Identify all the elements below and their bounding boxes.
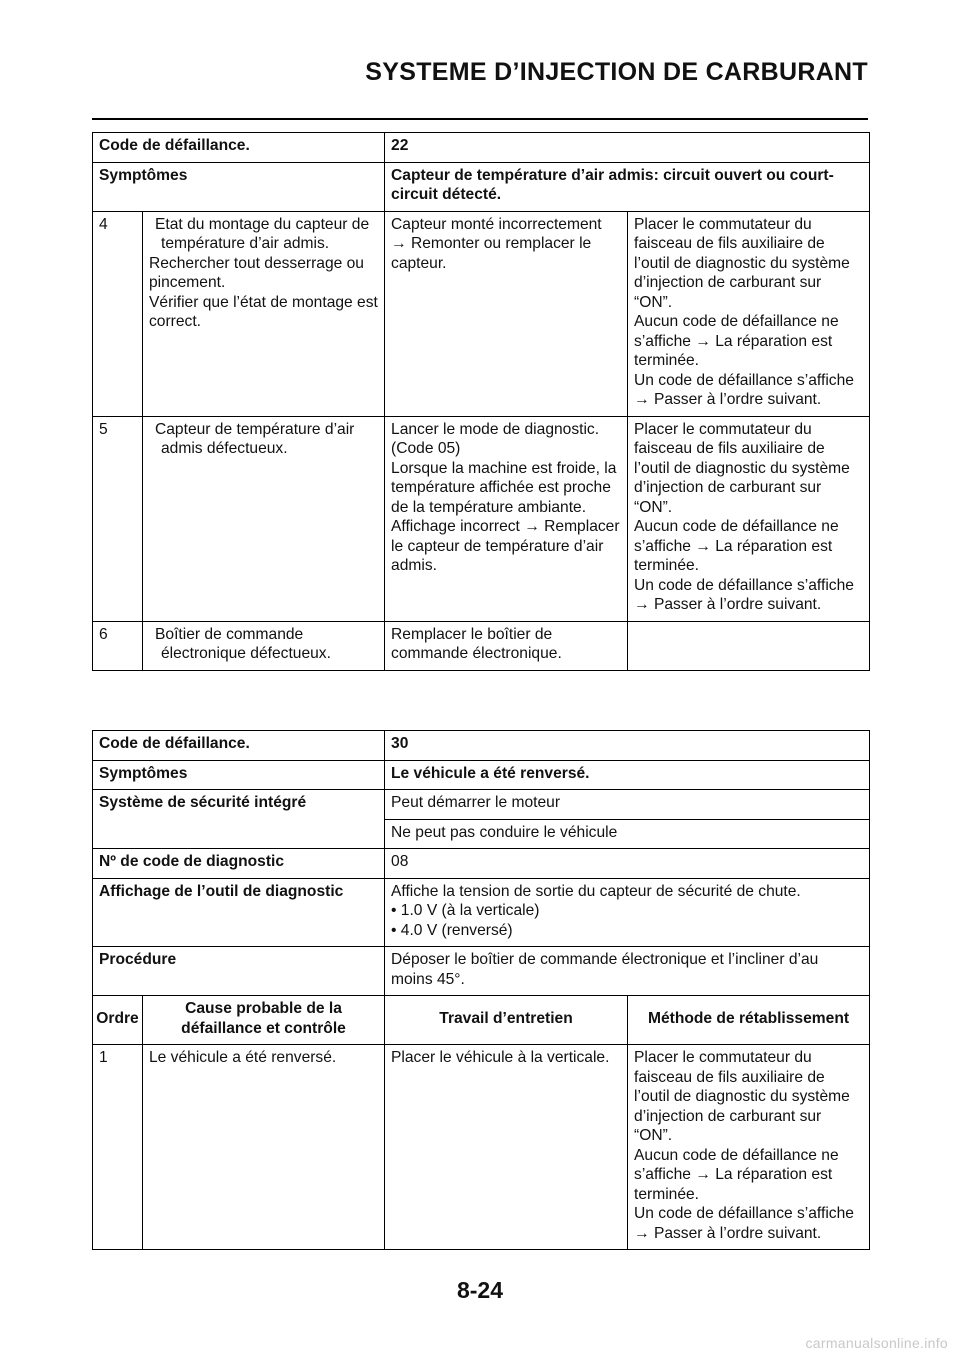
symptoms-label: Symptômes	[93, 760, 385, 790]
display-line: • 4.0 V (renversé)	[391, 921, 513, 939]
display-label: Affichage de l’outil de diagnostic	[93, 878, 385, 947]
method-line: Aucun code de défaillance ne s’affiche → La réparation est terminée.	[634, 1146, 839, 1203]
procedure-row	[93, 947, 870, 996]
order-cell: 5	[93, 416, 143, 621]
table-row	[93, 416, 870, 621]
work-line: Lancer le mode de diagnostic. (Code 05)	[391, 420, 600, 457]
cause-cell	[143, 211, 385, 416]
page-number: 8-24	[456, 1277, 504, 1303]
method-line: Aucun code de défaillance ne s’affiche → La réparation est terminée.	[634, 313, 839, 369]
symptoms-value: Capteur de température d’air admis: circuit ouvert ou court-circuit détecté.	[385, 162, 870, 211]
symptoms-row	[93, 760, 870, 790]
work-cell	[385, 1045, 628, 1250]
cause-line: Vérifier que l’état de montage est correct.	[149, 293, 378, 330]
cause-cell	[143, 621, 385, 670]
safety-label: Système de sécurité intégré	[93, 790, 385, 849]
work-line: Placer le véhicule à la verticale.	[391, 1049, 610, 1066]
diag-code-value: 08	[385, 849, 870, 879]
code-row	[93, 731, 870, 761]
diag-code-label: Nº de code de diagnostic	[93, 849, 385, 879]
cause-line: Etat du montage du capteur de température d’air admis.	[155, 215, 370, 252]
method-line: Un code de défaillance s’affiche → Passer à l’ordre suivant.	[634, 576, 854, 613]
work-line: Remplacer le boîtier de commande électronique.	[391, 625, 562, 662]
method-cell	[628, 1045, 870, 1250]
display-line: Affiche la tension de sortie du capteur de sécurité de chute.	[391, 882, 801, 900]
col-header-method: Méthode de rétablissement	[628, 996, 870, 1045]
work-line: Capteur monté incorrectement → Remonter ou remplacer le capteur.	[391, 215, 602, 272]
method-cell	[628, 416, 870, 621]
fault-table-22	[92, 132, 870, 671]
symptoms-row	[93, 162, 870, 211]
method-cell	[628, 621, 870, 670]
order-cell: 6	[93, 621, 143, 670]
code-label: Code de défaillance.	[93, 731, 385, 761]
work-cell	[385, 621, 628, 670]
method-line: Un code de défaillance s’affiche → Passer à l’ordre suivant.	[634, 371, 854, 408]
fault-table-30	[92, 730, 870, 1250]
order-cell: 1	[93, 1045, 143, 1250]
work-cell	[385, 416, 628, 621]
col-header-work: Travail d’entretien	[385, 996, 628, 1045]
diag-code-row	[93, 849, 870, 879]
cause-line: Boîtier de commande électronique défectueux.	[155, 625, 331, 662]
symptoms-label: Symptômes	[93, 162, 385, 211]
work-line: Lorsque la machine est froide, la température affichée est proche de la température ambiante.	[391, 459, 617, 516]
safety-value: Peut démarrer le moteur	[385, 790, 870, 820]
method-line: Placer le commutateur du faisceau de fils auxiliaire de l’outil de diagnostic du système d’injection de carburant sur “ON”.	[634, 215, 850, 311]
method-line: Un code de défaillance s’affiche → Passer à l’ordre suivant.	[634, 1205, 854, 1242]
cause-line: Rechercher tout desserrage ou pincement.	[149, 254, 364, 291]
col-header-cause: Cause probable de la défaillance et contrôle	[143, 996, 385, 1045]
code-row	[93, 133, 870, 163]
code-value: 30	[385, 731, 870, 761]
method-cell	[628, 211, 870, 416]
cause-line: Le véhicule a été renversé.	[149, 1049, 337, 1066]
display-line: • 1.0 V (à la verticale)	[391, 902, 540, 919]
cause-cell	[143, 416, 385, 621]
procedure-value: Déposer le boîtier de commande électronique et l’incliner d’au moins 45°.	[385, 947, 870, 996]
code-label: Code de défaillance.	[93, 133, 385, 163]
procedure-label: Procédure	[93, 947, 385, 996]
column-header-row	[93, 996, 870, 1045]
work-line: Affichage incorrect → Remplacer le capteur de température d’air admis.	[391, 518, 620, 574]
cause-cell	[143, 1045, 385, 1250]
method-line: Aucun code de défaillance ne s’affiche → La réparation est terminée.	[634, 518, 839, 574]
table-row	[93, 211, 870, 416]
title-rule	[92, 118, 868, 120]
work-cell	[385, 211, 628, 416]
display-value	[385, 878, 870, 947]
display-row	[93, 878, 870, 947]
symptoms-value: Le véhicule a été renversé.	[385, 760, 870, 790]
watermark[interactable]: carmanualsonline.info	[805, 1335, 948, 1351]
col-header-order: Ordre	[93, 996, 143, 1045]
table-row	[93, 621, 870, 670]
page-title: SYSTEME D’INJECTION DE CARBURANT	[365, 58, 868, 86]
method-line: Placer le commutateur du faisceau de fils auxiliaire de l’outil de diagnostic du système d’injection de carburant sur “ON”.	[634, 420, 850, 516]
safety-row	[93, 790, 870, 820]
method-line: Placer le commutateur du faisceau de fils auxiliaire de l’outil de diagnostic du système d’injection de carburant sur “ON”.	[634, 1049, 850, 1144]
table-row	[93, 1045, 870, 1250]
order-cell: 4	[93, 211, 143, 416]
safety-value: Ne peut pas conduire le véhicule	[385, 819, 870, 849]
cause-line: Capteur de température d’air admis défectueux.	[155, 420, 355, 457]
code-value: 22	[385, 133, 870, 163]
